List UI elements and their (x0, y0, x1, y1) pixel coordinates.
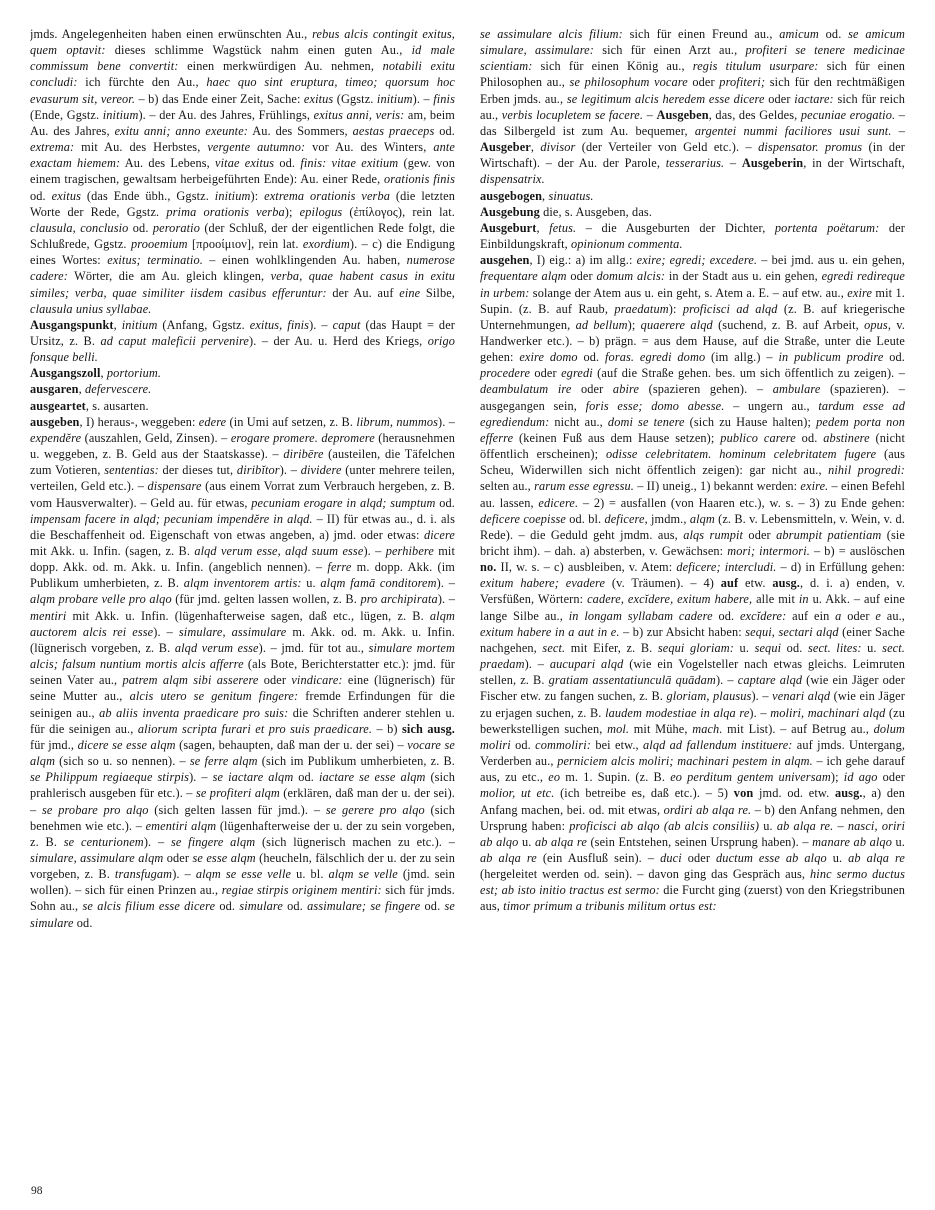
dictionary-paragraph: se assimulare alcis filium: sich für einen Freund au., amicum od. se amicum simulare, assimulare: sich für einen Arzt au., profiteri se tenere medicinae scientiam: sich für einen König au., regis titulum usurpare: sich für einen Philosophen au., se philosophum vocare oder profiteri; sich für den rechtmäßigen Erben jmds. au., se legitimum alcis heredem esse dicere oder iactare: sich für reich au., verbis locupletem se facere. – Ausgeben, das, des Geldes, pecuniae erogatio. – das Silbergeld ist zum Au. bequemer, argentei nummi faciliores usui sunt. – Ausgeber, divisor (der Verteiler von Geld etc.). – dispensator. promus (in der Wirtschaft). – der Au. der Parole, tesserarius. – Ausgeberin, in der Wirtschaft, dispensatrix. (480, 27, 905, 187)
dictionary-paragraph: ausgehen, I) eig.: a) im allg.: exire; egredi; excedere. – bei jmd. aus u. ein gehen, frequentare alqm oder domum alcis: in der Stadt aus u. ein gehen, egredi redireque in urbem: solange der Atem aus u. ein geht, s. Atem a. E. – auf etw. au., exire mit 1. Supin. (z. B. auf Raub, praedatum): proficisci ad alqd (z. B. auf kriegerische Unternehmungen, ad bellum); quaerere alqd (suchend, z. B. auf Arbeit, opus, v. Handwerker etc.). – b) prägn. = aus dem Hause, auf die Straße, unter die Leute gehen: exire domo od. foras. egredi domo (im allg.) – in publicum prodire od. procedere oder egredi (auf die Straße gehen. bes. um sich öffentlich zu zeigen). – deambulatum ire oder abire (spazieren gehen). – ambulare (spazieren). – ausgegangen sein, foris esse; domo abesse. – ungern au., tardum esse ad egrediendum: nicht au., domi se tenere (sich zu Hause halten); pedem porta non efferre (keinen Fuß aus dem Hause setzen); publico carere od. abstinere (nicht öffentlich erscheinen); odisse celebritatem. hominum celebritatem fugere (aus Scheu, Widerwillen sich nicht öffentlich zeigen): gar nicht au., nihil progredi: selten au., rarum esse egressu. – II) uneig., 1) bekannt werden: exire. – einen Befehl au. lassen, edicere. – 2) = ausfallen (von Haaren etc.), w. s. – 3) zu Ende gehen: deficere coepisse od. bl. deficere, jmdm., alqm (z. B. v. Lebensmitteln, v. Wein, v. d. Rede). – die Geduld geht jmdm. aus, alqs rumpit oder abrumpit patientiam (sie bricht ihm). – dah. a) absterben, v. Gewächsen: mori; intermori. – b) = auslöschen no. II, w. s. – c) ausbleiben, v. Atem: deficere; intercludi. – d) in Erfüllung gehen: exitum habere; evadere (v. Träumen). – 4) auf etw. ausg., d. i. a) enden, v. Versfüßen, Wörtern: cadere, excĭdere, exitum habere, alle mit in u. Akk. – auf eine lange Silbe au., in longam syllabam cadere od. excĭdere: auf ein a oder e au., exitum habere in a aut in e. – b) zur Absicht haben: sequi, sectari alqd (einer Sache nachgehen, sect. mit Eifer, z. B. sequi gloriam: u. sequi od. sect. lites: u. sect. praedam). – aucupari alqd (wie ein Vogelsteller nach etwas gleichs. Leimruten stellen, z. B. gratiam assentatiunculā quādam). – captare alqd (wie ein Jäger oder Fischer etw. zu fangen suchen, z. B. gloriam, plausus). – venari alqd (wie ein Jäger zu erjagen suchen, z. B. laudem modestiae in alqa re). – moliri, machinari alqd (zu bewerkstelligen suchen, mol. mit Mühe, mach. mit List). – auf Betrug au., dolum moliri od. commoliri: bei etw., alqd ad fallendum instituere: auf jmds. Untergang, Verderben au., perniciem alcis moliri; machinari pestem in alqm. – ich gehe darauf aus, zu etc., eo m. 1. Supin. (z. B. eo perditum gentem universam); id ago oder molior, ut etc. (ich betreibe es, daß etc.). – 5) von jmd. od. etw. ausg., a) den Anfang machen, bei. od. mit etwas, ordiri ab alqa re. – b) den Anfang nehmen, den Ursprung haben: proficisci ab alqo (ab alcis consiliis) u. ab alqa re. – nasci, oriri ab alqo u. ab alqa re (sein Entstehen, seinen Ursprung haben). – manare ab alqo u. ab alqa re (ein Ausfluß sein). – duci oder ductum esse ab alqo u. ab alqa re (hergeleitet werden od. sein). – davon ging das Gespräch aus, hinc sermo ductus est; ab isto initio tractus est sermo: die Furcht ging (zuerst) von den Kriegstribunen aus, timor primum a tribunis militum ortus est: (480, 253, 905, 914)
dictionary-paragraph: Ausgeburt, fetus. – die Ausgeburten der Dichter, portenta poëtarum: der Einbildungskraft, opinionum commenta. (480, 220, 905, 252)
left-column (30, 26, 455, 1166)
page-number: 98 (31, 1185, 43, 1197)
dictionary-paragraph: ausgeartet, s. ausarten. (30, 398, 149, 413)
text-columns (30, 26, 905, 1166)
dictionary-paragraph: ausgebogen, sinuatus. (480, 188, 594, 203)
dictionary-paragraph: Ausgangspunkt, initium (Anfang, Ggstz. exitus, finis). – caput (das Haupt = der Ursitz, z. B. ad caput maleficii pervenire). – der Au. u. Herd des Kriegs, origo fonsque belli. (30, 317, 455, 365)
dictionary-paragraph: Ausgangszoll, portorium. (30, 366, 162, 381)
dictionary-paragraph: ausgaren, defervescere. (30, 382, 152, 397)
right-column (480, 26, 905, 1166)
dictionary-paragraph: Ausgebung die, s. Ausgeben, das. (480, 204, 653, 219)
dictionary-paragraph: jmds. Angelegenheiten haben einen erwünschten Au., rebus alcis contingit exitus, quem optavit: dieses schlimme Wagstück nahm einen guten Au., id male commissum bene convertit: einen merkwürdigen Au. nehmen, notabili exitu concludi: ich fürchte den Au., haec quo sint eruptura, timeo; quorsum hoc evasurum sit, vereor. – b) das Ende einer Zeit, Sache: exitus (Ggstz. initium). – finis (Ende, Ggstz. initium). – der Au. des Jahres, Frühlings, exitus anni, veris: am, beim Au. des Jahres, exitu anni; anno exeunte: Au. des Sommers, aestas praeceps od. extrema: mit Au. des Herbstes, vergente autumno: vor Au. des Winters, ante exactam hiemem: Au. des Lebens, vitae exitus od. finis: vitae exitium (gew. von einem tragischen, gewaltsam herbeigeführten Ende): Au. einer Rede, orationis finis od. exitus (das Ende übh., Ggstz. initium): extrema orationis verba (die letzten Worte der Rede, Ggstz. prima orationis verba); epilogus (ἐπίλογος), rein lat. clausula, conclusio od. peroratio (der Schluß, der der eigentlichen Rede folgt, die Schlußrede, Ggstz. prooemium [προοίμιον], rein lat. exordium). – c) die Endigung eines Wortes: exitus; terminatio. – einen wohlklingenden Au. haben, numerose cadere: Wörter, die am Au. gleich klingen, verba, quae habent casus in exitu similes; verba, quae similiter iisdem casibus efferuntur: der Au. auf eine Silbe, clausula unius syllabae. (30, 27, 456, 316)
dictionary-paragraph: ausgeben, I) heraus-, weggeben: edere (in Umi auf setzen, z. B. librum, nummos). – expendĕre (auszahlen, Geld, Zinsen). – erogare promere. depromere (herausnehmen u. weggeben, z. B. Geld aus der Staatskasse). – diribēre (austeilen, die Täfelchen zum Votieren, sententias: der dieses tut, diribĭtor). – dividere (unter mehrere teilen, verteilen, Geld etc.). – dispensare (aus einem Vorrat zum Verbrauch hergeben, z. B. vom Hausverwalter). – Geld au. für etwas, pecuniam erogare in alqd; sumptum od. impensam facere in alqd; pecuniam impendĕre in alqd. – II) für etwas au., d. i. als die Beschaffenheit od. Eigenschaft von etwas angeben, a) jmd. oder etwas: dicere mit Akk. u. Infin. (sagen, z. B. alqd verum esse, alqd suum esse). – perhibere mit dopp. Akk. od. m. Akk. u. Infin. (angeblich nennen). – ferre m. dopp. Akk. (im Publikum umherbieten, z. B. alqm inventorem artis: u. alqm famā conditorem). – alqm probare velle pro alqo (für jmd. gelten lassen wollen, z. B. pro archipirata). – mentiri mit Akk. u. Infin. (lügenhafterweise sagen, daß etc., lügen, z. B. alqm auctorem alcis rei esse). – simulare, assimulare m. Akk. od. m. Akk. u. Infin. (lügnerisch vorgeben, z. B. alqd verum esse). – jmd. für tot au., simulare mortem alcis; falsum nuntium mortis alcis afferre (als Bote, Berichterstatter etc.): jmd. für seinen Vater au., patrem alqm sibi asserere oder vindicare: eine (lügnerisch) für seine Mutter au., alcis utero se genitum fingere: fremde Erfindungen für die seinigen au., ab aliis inventa praedicare pro suis: die Schriften anderer stehlen u. für die seinigen au., aliorum scripta furari et pro suis praedicare. – b) sich ausg. für jmd., dicere se esse alqm (sagen, behaupten, daß man der u. der sei) – vocare se alqm (sich so u. so nennen). – se ferre alqm (sich im Publikum umherbieten, z. B. se Philippum regiaeque stirpis). – se iactare alqm od. iactare se esse alqm (sich prahlerisch ausgeben für etc.). – se profiteri alqm (erklären, daß man der u. der sei). – se probare pro alqo (sich gelten lassen für jmd.). – se gerere pro alqo (sich benehmen wie etc.). – ementiri alqm (lügenhafterweise der u. der zu sein vorgeben, z. B. se centurionem). – se fingere alqm (sich lügnerisch machen zu etc.). – simulare, assimulare alqm oder se esse alqm (heucheln, fälschlich der u. der zu sein vorgeben, z. B. transfugam). – alqm se esse velle u. bl. alqm se velle (jmd. sein wollen). – sich für einen Prinzen au., regiae stirpis originem mentiri: sich für jmds. Sohn au., se alcis filium esse dicere od. simulare od. assimulare; se fingere od. se simulare od. (30, 414, 456, 930)
